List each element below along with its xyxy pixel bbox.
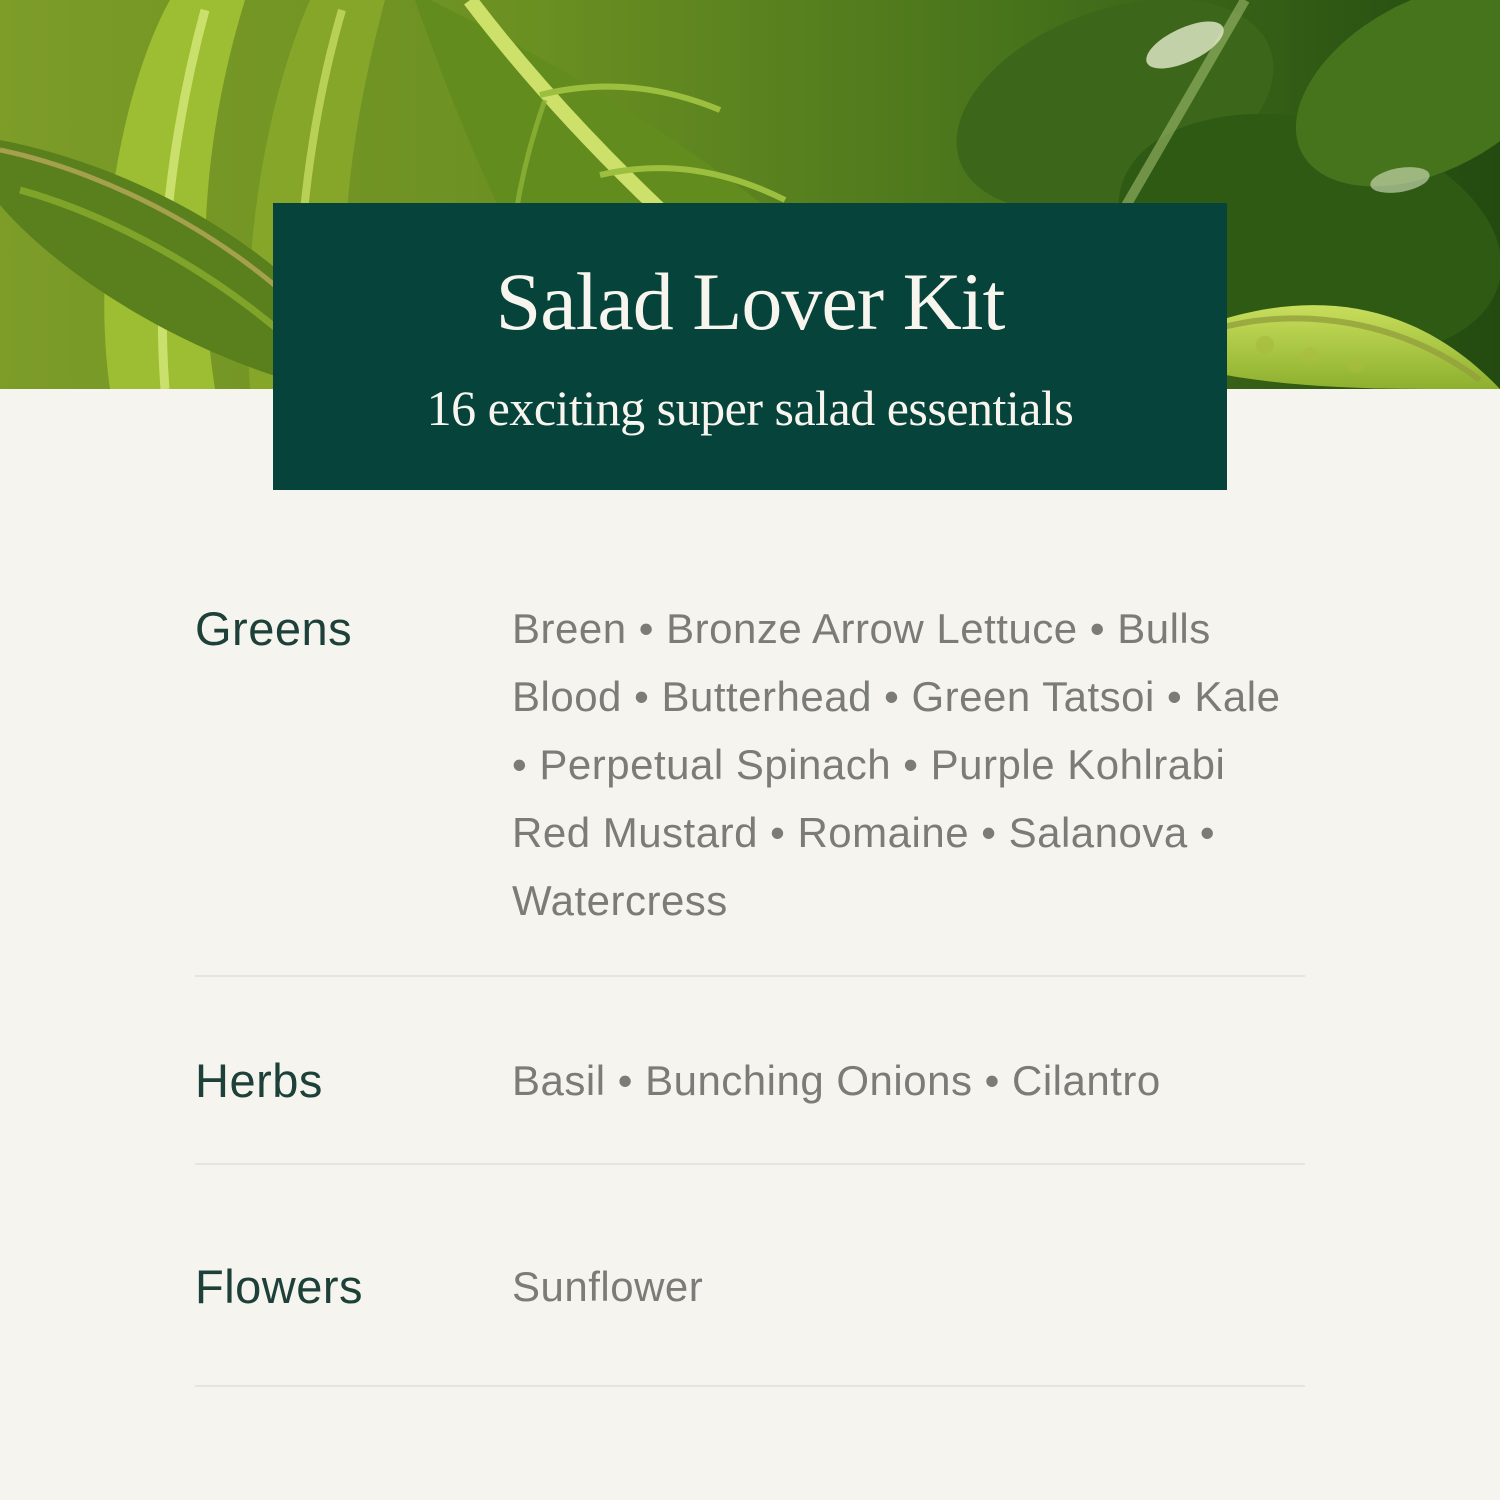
divider [195,1385,1305,1387]
section-label-flowers: Flowers [195,1260,364,1313]
section-items-greens: Breen • Bronze Arrow Lettuce • Bulls Blood • Butterhead • Green Tatsoi • Kale • Perpetual Spinach • Purple Kohlrabi Red Mustard • Romaine • Salanova • Watercress [512,605,1281,924]
divider [195,1163,1305,1165]
kit-contents-list [195,595,1305,1387]
section-label-greens: Greens [195,602,353,655]
section-label-herbs: Herbs [195,1054,323,1107]
kit-subtitle: 16 exciting super salad essentials [426,379,1074,436]
section-row-greens [195,595,1305,935]
title-banner [273,203,1227,490]
divider [195,975,1305,977]
section-row-flowers [195,1253,1305,1321]
section-items-herbs: Basil • Bunching Onions • Cilantro [512,1057,1161,1104]
kit-title: Salad Lover Kit [495,255,1005,347]
section-items-flowers: Sunflower [512,1263,704,1310]
section-row-herbs [195,1047,1305,1115]
